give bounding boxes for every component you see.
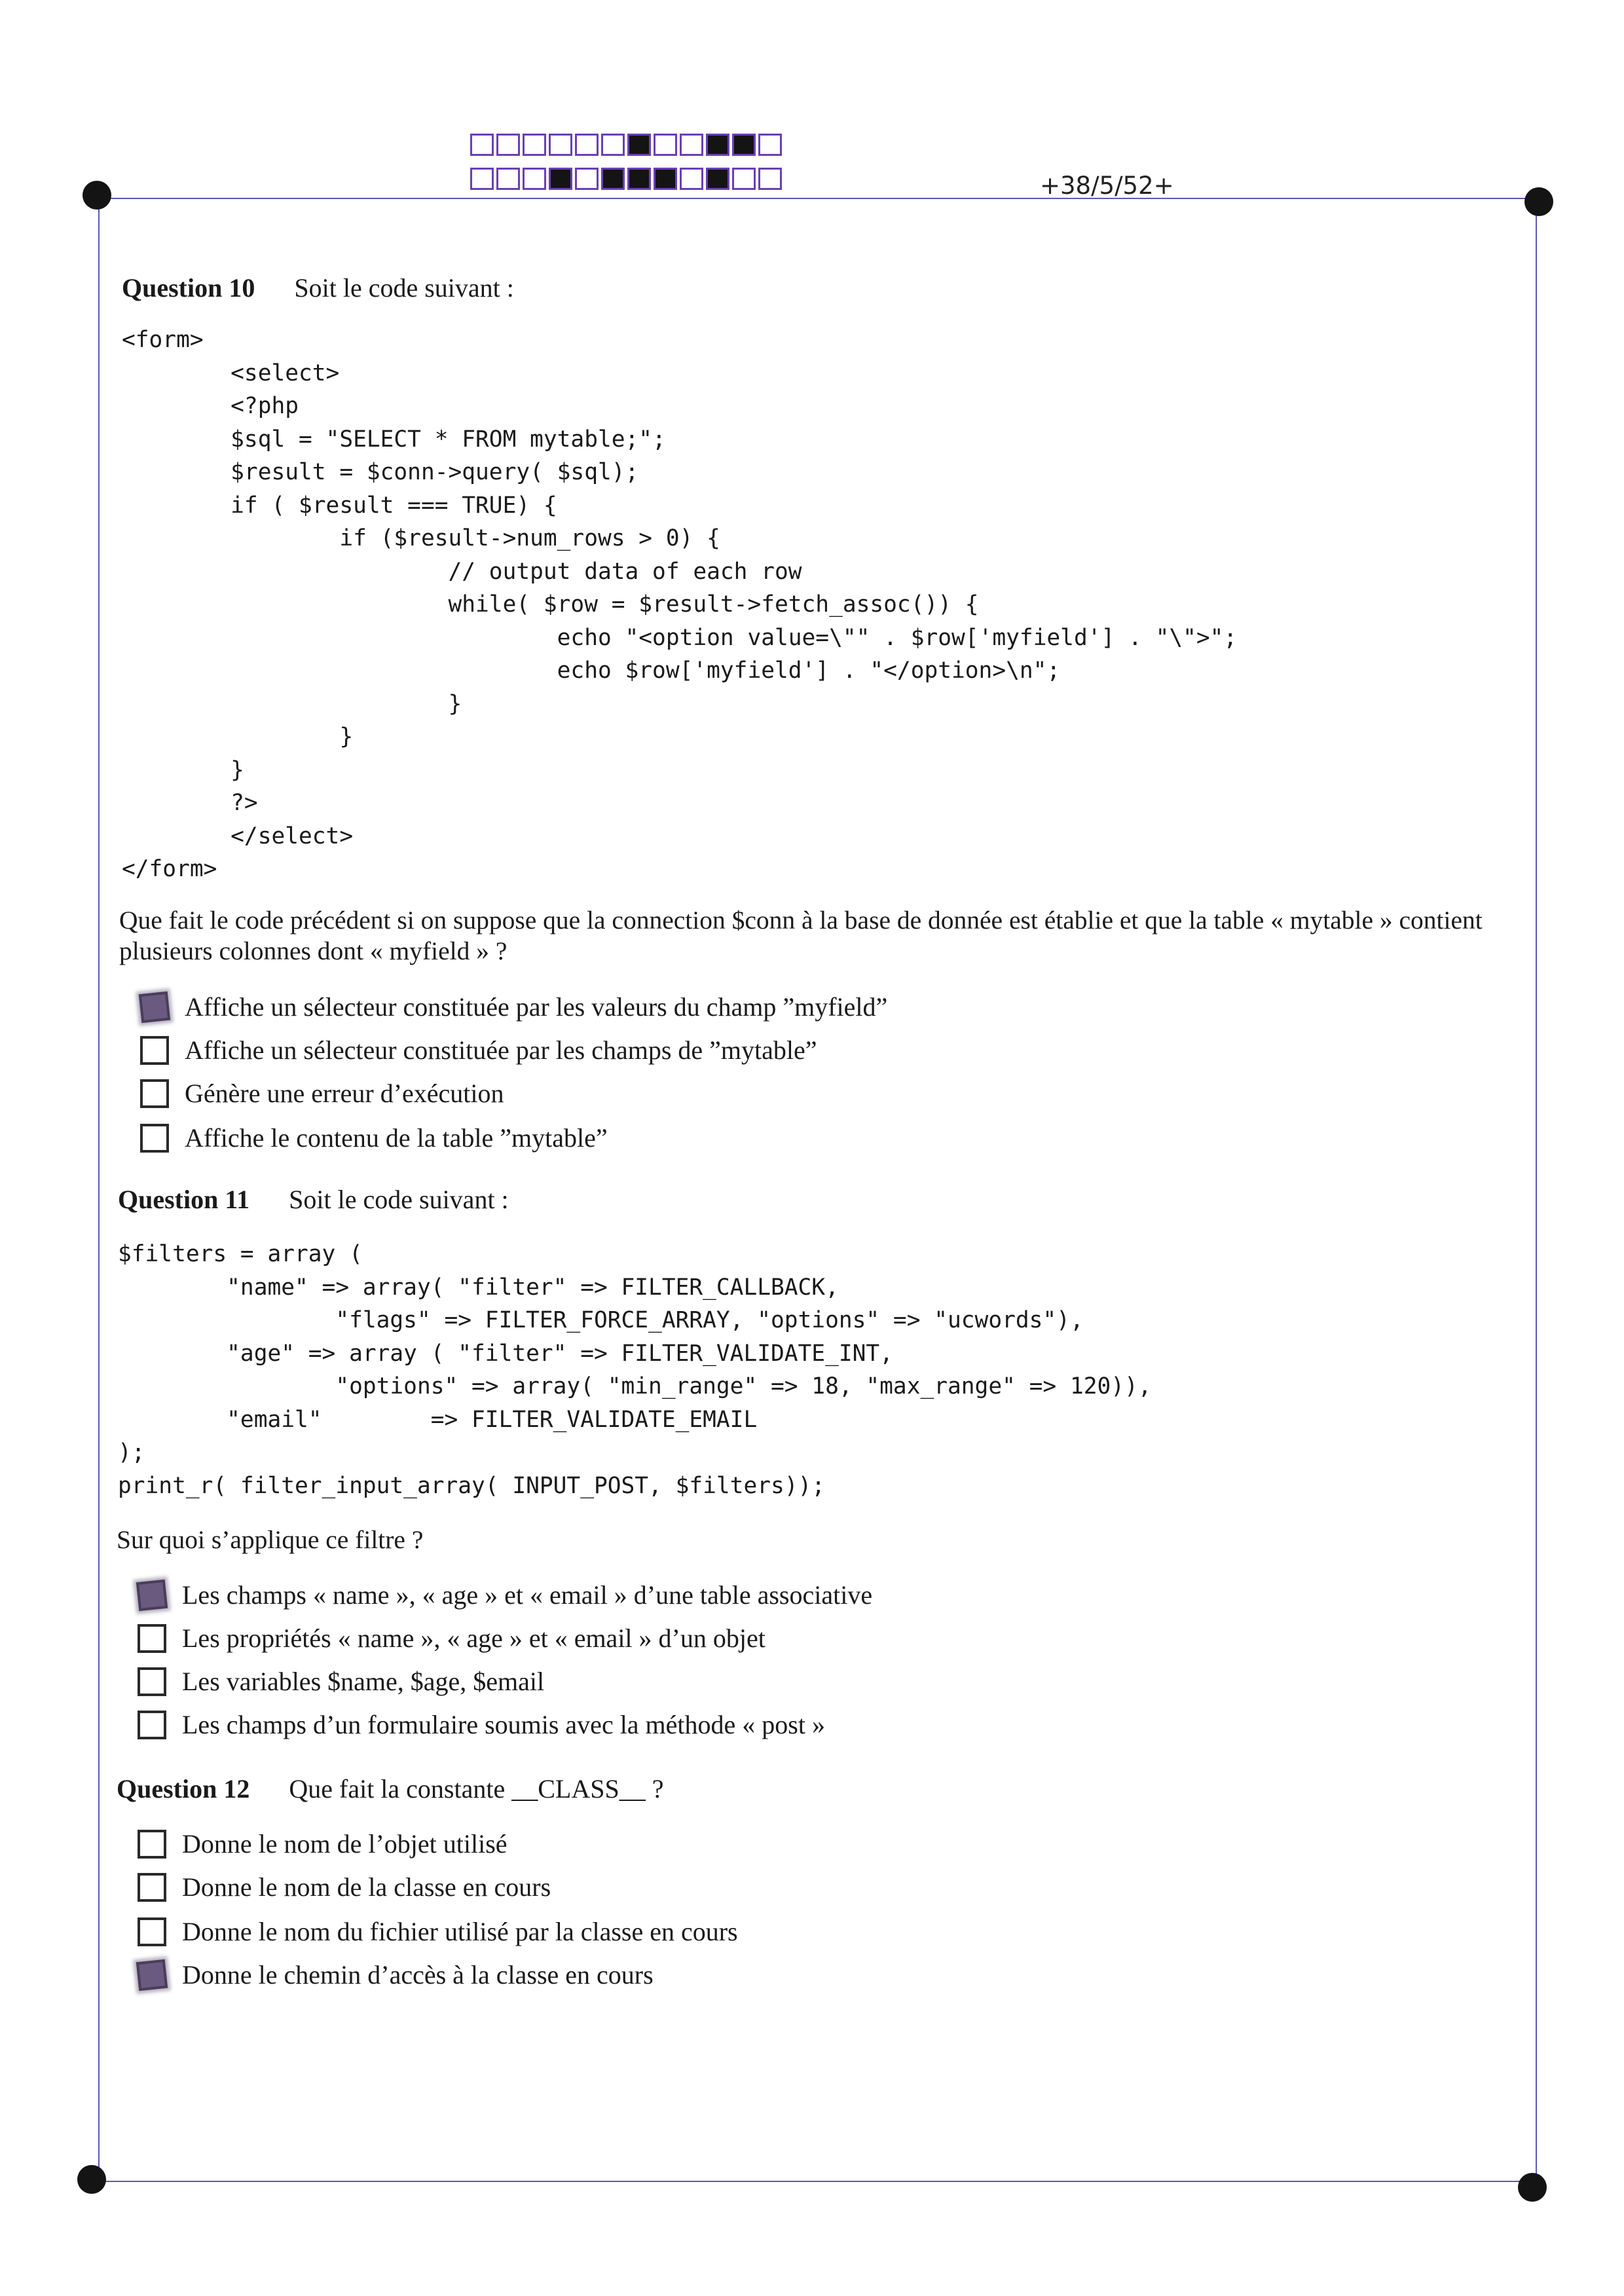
question-11-answer-3[interactable] xyxy=(138,1666,544,1697)
answer-label: Les propriétés « name », « age » et « email » d’un objet xyxy=(182,1623,766,1653)
question-10-answer-1[interactable] xyxy=(140,991,887,1022)
code-cell xyxy=(496,134,520,156)
frame-right-line xyxy=(1536,203,1537,2184)
answer-checkbox[interactable] xyxy=(139,991,170,1022)
page-code-strip-1 xyxy=(470,134,784,156)
code-cell xyxy=(496,168,520,190)
question-11-answer-4[interactable] xyxy=(138,1709,825,1740)
answer-label: Donne le nom de la classe en cours xyxy=(182,1872,551,1902)
answer-checkbox[interactable] xyxy=(136,1579,168,1610)
answer-checkbox[interactable] xyxy=(136,1959,168,1990)
answer-checkbox[interactable] xyxy=(140,1036,169,1065)
frame-top-line xyxy=(98,198,1536,199)
frame-left-line xyxy=(98,198,100,2182)
question-11-answer-2[interactable] xyxy=(138,1623,766,1654)
question-11-text: Sur quoi s’applique ce filtre ? xyxy=(117,1525,424,1554)
answer-checkbox[interactable] xyxy=(138,1624,166,1653)
page-id: +38/5/52+ xyxy=(1040,172,1174,200)
answer-label: Donne le nom de l’objet utilisé xyxy=(182,1829,507,1859)
code-cell xyxy=(575,168,599,190)
answer-label: Donne le nom du fichier utilisé par la classe en cours xyxy=(182,1917,738,1946)
question-prompt: Que fait la constante __CLASS__ ? xyxy=(289,1774,664,1804)
code-cell xyxy=(523,168,546,190)
question-11-code: $filters = array ( "name" => array( "filter" => FILTER_CALLBACK, "flags" => FILTER_FORCE_ARRAY, "options" => "ucwords"), "age" => array ( "filter" => FILTER_VALIDATE_INT, "options" => array( "min_range" => 18, "max_range" => 120)), "email" => FILTER_VALIDATE_EMAIL ); print_r( filter_input_array( INPUT_POST, $filters)); xyxy=(118,1241,1152,1499)
answer-checkbox[interactable] xyxy=(140,1079,169,1108)
code-cell xyxy=(732,168,756,190)
answer-checkbox[interactable] xyxy=(138,1711,166,1739)
answer-checkbox[interactable] xyxy=(138,1873,166,1902)
question-10-title xyxy=(122,272,514,303)
question-12-answer-1[interactable] xyxy=(138,1828,507,1859)
question-12-answer-2[interactable] xyxy=(138,1872,551,1902)
code-cell xyxy=(680,168,703,190)
code-cell xyxy=(627,134,651,156)
code-cell xyxy=(758,134,782,156)
code-cell xyxy=(654,134,677,156)
answer-checkbox[interactable] xyxy=(138,1917,166,1946)
question-10-answer-4[interactable] xyxy=(140,1122,608,1153)
question-number: Question 10 xyxy=(122,273,255,303)
question-prompt: Soit le code suivant : xyxy=(289,1185,509,1214)
question-12-answer-4[interactable] xyxy=(138,1959,654,1990)
code-cell xyxy=(706,168,729,190)
question-number: Question 11 xyxy=(118,1185,250,1214)
answer-checkbox[interactable] xyxy=(138,1667,166,1696)
answer-label: Les variables $name, $age, $email xyxy=(182,1667,545,1696)
code-cell xyxy=(523,134,546,156)
corner-marker-bottom-left xyxy=(77,2165,106,2194)
answer-label: Donne le chemin d’accès à la classe en cours xyxy=(182,1960,654,1990)
question-11-title xyxy=(118,1184,509,1215)
question-prompt: Soit le code suivant : xyxy=(294,273,514,303)
question-10-answer-2[interactable] xyxy=(140,1035,817,1065)
code-cell xyxy=(732,134,756,156)
answer-label: Les champs d’un formulaire soumis avec la méthode « post » xyxy=(182,1710,825,1739)
corner-marker-top-right xyxy=(1524,187,1553,216)
answer-checkbox[interactable] xyxy=(140,1124,169,1153)
code-cell xyxy=(549,134,572,156)
answer-label: Les champs « name », « age » et « email » d’une table associative xyxy=(182,1580,873,1610)
question-12-answer-3[interactable] xyxy=(138,1916,738,1947)
answer-label: Affiche un sélecteur constituée par les champs de ”mytable” xyxy=(185,1035,817,1065)
question-11-answer-1[interactable] xyxy=(138,1580,872,1610)
code-cell xyxy=(758,168,782,190)
code-cell xyxy=(654,168,677,190)
code-cell xyxy=(470,134,494,156)
code-cell xyxy=(627,168,651,190)
corner-marker-top-left xyxy=(83,181,111,210)
question-12-title xyxy=(117,1773,663,1804)
code-cell xyxy=(680,134,703,156)
question-number: Question 12 xyxy=(117,1774,250,1804)
code-cell xyxy=(575,134,599,156)
answer-label: Génère une erreur d’exécution xyxy=(185,1079,504,1108)
question-10-answer-3[interactable] xyxy=(140,1078,504,1109)
question-10-code: <form> <select> <?php $sql = "SELECT * FROM mytable;"; $result = $conn->query( $sql); if ( $result === TRUE) { if ($result->num_rows > 0) { // output data of each row while( $row = $result->fetch_assoc()) { echo "<option value=\"" . $row['myfield'] . "\">"; echo $row['myfield'] . "</option>\n"; } } } ?> </select> </form> xyxy=(122,327,1238,882)
question-10-text: Que fait le code précédent si on suppose que la connection $conn à la base de donnée est établie et que la table « mytable » contient plusieurs colonnes dont « myfield » ? xyxy=(119,906,1483,965)
page-code-strip-2 xyxy=(470,168,784,190)
code-cell xyxy=(601,168,625,190)
corner-marker-bottom-right xyxy=(1518,2173,1547,2202)
answer-checkbox[interactable] xyxy=(138,1830,166,1859)
answer-label: Affiche un sélecteur constituée par les valeurs du champ ”myfield” xyxy=(185,992,888,1022)
code-cell xyxy=(601,134,625,156)
frame-bottom-line xyxy=(92,2181,1532,2182)
code-cell xyxy=(549,168,572,190)
code-cell xyxy=(470,168,494,190)
code-cell xyxy=(706,134,729,156)
answer-label: Affiche le contenu de la table ”mytable” xyxy=(185,1123,608,1153)
